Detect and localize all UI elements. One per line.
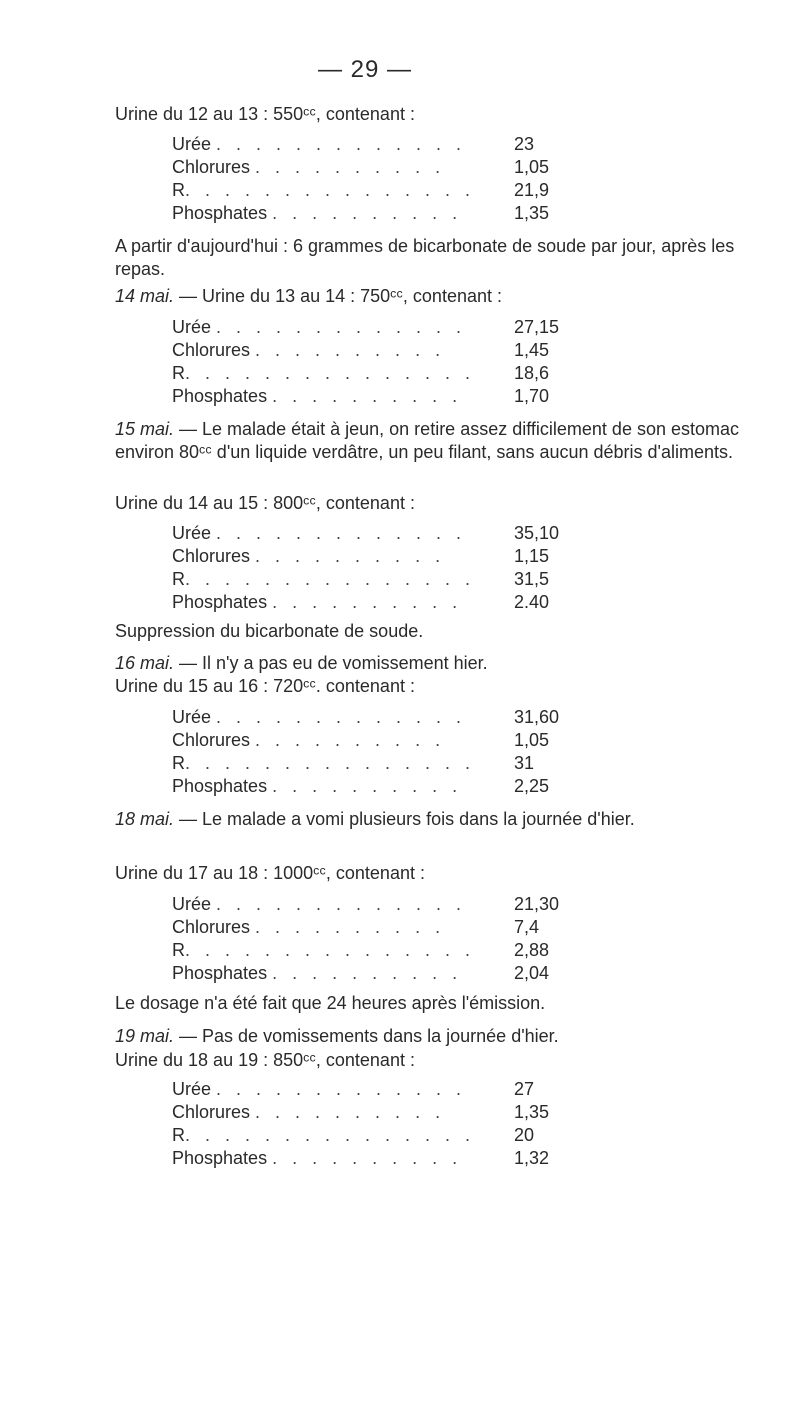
para-text: — Le malade était à jeun, on retire assez difficilement de son estomac environ 80ᶜᶜ d'un liquide verdâtre, un peu filant, sans aucun débris d'aliments. xyxy=(115,419,740,462)
table-6 xyxy=(172,1078,632,1170)
para-text: Le dosage n'a été fait que 24 heures après l'émission. xyxy=(115,993,546,1013)
row-value: 1,45 xyxy=(514,340,550,360)
row-label: Phosphates xyxy=(172,963,268,983)
row-value: 2.40 xyxy=(514,592,550,612)
leader-dots: . . . . . . . . . . . . . . . xyxy=(185,180,476,200)
row-label: R xyxy=(172,753,185,773)
leader-dots: . . . . . . . . . . xyxy=(255,157,446,177)
row-value: 1,05 xyxy=(514,730,550,750)
entry-date: 19 mai. xyxy=(115,1026,175,1046)
row-value: 1,35 xyxy=(514,1102,550,1122)
table-row xyxy=(172,893,632,916)
para-text: A partir d'aujourd'hui : 6 grammes de bicarbonate de soude par jour, après les repas. xyxy=(115,236,735,279)
para-11 xyxy=(115,992,777,1015)
leader-dots: . . . . . . . . . . xyxy=(255,730,446,750)
leader-dots: . . . . . . . . . . xyxy=(255,917,446,937)
row-value: 1,70 xyxy=(514,386,550,406)
row-value: 1,35 xyxy=(514,203,550,223)
para-text: — Pas de vomissements dans la journée d'hier. xyxy=(174,1026,559,1046)
row-value: 21,30 xyxy=(514,894,560,914)
row-label: Urée xyxy=(172,894,212,914)
row-value: 2,88 xyxy=(514,940,550,960)
para-text: — Le malade a vomi plusieurs fois dans la journée d'hier. xyxy=(174,809,635,829)
table-row xyxy=(172,568,632,591)
table-row xyxy=(172,729,632,752)
table-row xyxy=(172,1101,632,1124)
table-row xyxy=(172,1078,632,1101)
row-label: R xyxy=(172,363,185,383)
row-label: R xyxy=(172,569,185,589)
entry-date: 18 mai. xyxy=(115,809,175,829)
table-row xyxy=(172,202,632,225)
para-10 xyxy=(115,862,777,885)
table-1 xyxy=(172,133,632,225)
para-5 xyxy=(115,492,777,515)
row-label: Chlorures xyxy=(172,340,251,360)
row-value: 21,9 xyxy=(514,180,550,200)
row-label: Chlorures xyxy=(172,1102,251,1122)
table-row xyxy=(172,522,632,545)
row-value: 31,5 xyxy=(514,569,550,589)
table-row xyxy=(172,1124,632,1147)
table-row xyxy=(172,156,632,179)
leader-dots: . . . . . . . . . . xyxy=(255,340,446,360)
table-row xyxy=(172,706,632,729)
leader-dots: . . . . . . . . . . . . . . . xyxy=(185,753,476,773)
para-6 xyxy=(115,620,777,643)
row-label: Urée xyxy=(172,523,212,543)
para-text: Urine du 14 au 15 : 800ᶜᶜ, contenant : xyxy=(115,493,415,513)
row-label: Chlorures xyxy=(172,730,251,750)
row-label: R xyxy=(172,1125,185,1145)
leader-dots: . . . . . . . . . . xyxy=(272,203,463,223)
entry-date: 14 mai. xyxy=(115,286,175,306)
row-value: 1,32 xyxy=(514,1148,550,1168)
leader-dots: . . . . . . . . . . xyxy=(255,546,446,566)
table-row xyxy=(172,385,632,408)
para-8 xyxy=(115,675,777,698)
row-value: 7,4 xyxy=(514,917,540,937)
para-text: Urine du 18 au 19 : 850ᶜᶜ, contenant : xyxy=(115,1050,415,1070)
row-label: R xyxy=(172,940,185,960)
leader-dots: . . . . . . . . . . xyxy=(272,963,463,983)
row-value: 2,25 xyxy=(514,776,550,796)
para-12 xyxy=(115,1025,777,1048)
para-3 xyxy=(115,285,777,308)
leader-dots: . . . . . . . . . . . . . xyxy=(216,134,467,154)
table-row xyxy=(172,316,632,339)
leader-dots: . . . . . . . . . . . . . . . xyxy=(185,363,476,383)
table-row xyxy=(172,591,632,614)
para-text: Suppression du bicarbonate de soude. xyxy=(115,621,424,641)
para-2 xyxy=(115,235,777,281)
table-row xyxy=(172,962,632,985)
page-number: — 29 — xyxy=(317,56,413,83)
leader-dots: . . . . . . . . . . xyxy=(272,776,463,796)
row-label: Phosphates xyxy=(172,203,268,223)
table-row xyxy=(172,339,632,362)
row-label: R xyxy=(172,180,185,200)
row-label: Phosphates xyxy=(172,386,268,406)
row-value: 2,04 xyxy=(514,963,550,983)
row-value: 1,15 xyxy=(514,546,550,566)
leader-dots: . . . . . . . . . . xyxy=(272,1148,463,1168)
leader-dots: . . . . . . . . . . . . . . . xyxy=(185,1125,476,1145)
table-row xyxy=(172,545,632,568)
row-label: Phosphates xyxy=(172,592,268,612)
row-label: Urée xyxy=(172,317,212,337)
table-row xyxy=(172,916,632,939)
para-9 xyxy=(115,808,777,831)
leader-dots: . . . . . . . . . . xyxy=(272,592,463,612)
leader-dots: . . . . . . . . . . . . . xyxy=(216,523,467,543)
leader-dots: . . . . . . . . . . . . . . . xyxy=(185,940,476,960)
row-label: Urée xyxy=(172,134,212,154)
leader-dots: . . . . . . . . . . . . . xyxy=(216,317,467,337)
entry-date: 15 mai. xyxy=(115,419,175,439)
table-row xyxy=(172,1147,632,1170)
leader-dots: . . . . . . . . . . . . . xyxy=(216,1079,467,1099)
leader-dots: . . . . . . . . . . . . . xyxy=(216,707,467,727)
row-value: 35,10 xyxy=(514,523,560,543)
table-3 xyxy=(172,522,632,614)
row-value: 23 xyxy=(514,134,535,154)
para-text: Urine du 15 au 16 : 720ᶜᶜ. contenant : xyxy=(115,676,415,696)
row-value: 31 xyxy=(514,753,535,773)
row-label: Phosphates xyxy=(172,776,268,796)
para-text: Urine du 12 au 13 : 550ᶜᶜ, contenant : xyxy=(115,104,415,124)
para-text: — Urine du 13 au 14 : 750ᶜᶜ, contenant : xyxy=(174,286,502,306)
leader-dots: . . . . . . . . . . . . . xyxy=(216,894,467,914)
para-13 xyxy=(115,1049,777,1072)
row-value: 1,05 xyxy=(514,157,550,177)
para-text: Urine du 17 au 18 : 1000ᶜᶜ, contenant : xyxy=(115,863,425,883)
table-row xyxy=(172,179,632,202)
table-4 xyxy=(172,706,632,798)
para-1 xyxy=(115,103,777,126)
row-value: 27 xyxy=(514,1079,535,1099)
row-value: 27,15 xyxy=(514,317,560,337)
leader-dots: . . . . . . . . . . xyxy=(272,386,463,406)
table-row xyxy=(172,752,632,775)
row-value: 31,60 xyxy=(514,707,560,727)
table-row xyxy=(172,939,632,962)
para-7 xyxy=(115,652,777,675)
row-label: Urée xyxy=(172,707,212,727)
para-4 xyxy=(115,418,777,464)
row-value: 20 xyxy=(514,1125,535,1145)
leader-dots: . . . . . . . . . . xyxy=(255,1102,446,1122)
table-5 xyxy=(172,893,632,985)
row-label: Chlorures xyxy=(172,546,251,566)
row-label: Urée xyxy=(172,1079,212,1099)
row-label: Phosphates xyxy=(172,1148,268,1168)
table-2 xyxy=(172,316,632,408)
row-label: Chlorures xyxy=(172,157,251,177)
row-value: 18,6 xyxy=(514,363,550,383)
leader-dots: . . . . . . . . . . . . . . . xyxy=(185,569,476,589)
table-row xyxy=(172,775,632,798)
para-text: — Il n'y a pas eu de vomissement hier. xyxy=(174,653,488,673)
row-label: Chlorures xyxy=(172,917,251,937)
table-row xyxy=(172,133,632,156)
entry-date: 16 mai. xyxy=(115,653,175,673)
table-row xyxy=(172,362,632,385)
